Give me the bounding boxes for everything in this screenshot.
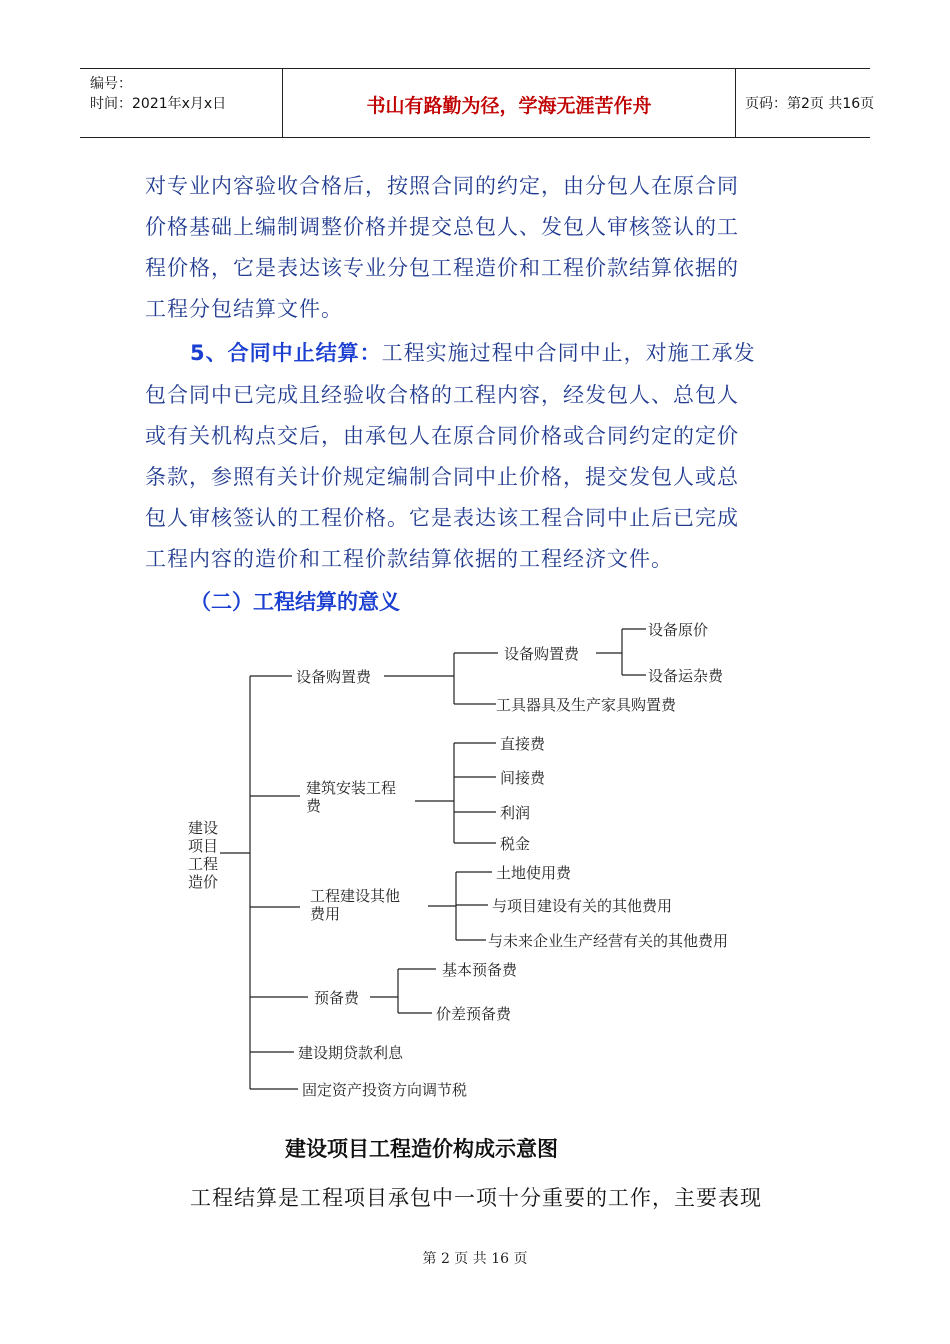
node-other-line2: 费用 <box>310 905 341 923</box>
page-footer: 第 2 页 共 16 页 <box>422 1251 528 1267</box>
node-equipment-sub: 设备购置费 <box>504 645 580 663</box>
node-construction-line2: 费 <box>306 797 322 815</box>
cost-structure-diagram <box>170 615 790 1105</box>
node-other-line1: 工程建设其他 <box>310 887 401 905</box>
node-equipment-transport: 设备运杂费 <box>648 667 724 685</box>
body-line: 包合同中已完成且经验收合格的工程内容，经发包人、总包人 <box>145 383 739 407</box>
node-loan-interest: 建设期贷款利息 <box>298 1044 404 1062</box>
body-line: 条款，参照有关计价规定编制合同中止价格，提交发包人或总 <box>145 465 739 489</box>
body-line: 对专业内容验收合格后，按照合同的约定，由分包人在原合同 <box>145 174 739 198</box>
header-left-cell <box>80 69 282 137</box>
node-construction-line1: 建筑安装工程 <box>306 779 397 797</box>
body-line <box>190 337 756 367</box>
node-basic-reserve: 基本预备费 <box>442 961 518 979</box>
time-label: 时间：2021年x月x日 <box>90 96 227 112</box>
body-line: 程价格，它是表达该专业分包工程造价和工程价款结算依据的 <box>145 256 739 280</box>
para-lead-term: 5、合同中止结算： <box>190 341 382 365</box>
node-tax: 税金 <box>500 835 531 853</box>
node-direct: 直接费 <box>500 735 546 753</box>
page-info: 页码：第2页 共16页 <box>745 96 875 112</box>
diagram-root-line: 项目 <box>188 837 219 855</box>
body-line: 工程内容的造价和工程价款结算依据的工程经济文件。 <box>145 547 673 571</box>
node-price-reserve: 价差预备费 <box>436 1005 512 1023</box>
node-project-related: 与项目建设有关的其他费用 <box>492 897 673 915</box>
body-line: 包人审核签认的工程价格。它是表达该工程合同中止后已完成 <box>145 506 739 530</box>
header-motto: 书山有路勤为径，学海无涯苦作舟 <box>366 95 652 117</box>
node-reserve: 预备费 <box>314 989 360 1007</box>
diagram-root-line: 造价 <box>188 873 219 891</box>
page-header <box>80 68 875 138</box>
node-land: 土地使用费 <box>496 864 572 882</box>
body-line: 工程分包结算文件。 <box>145 297 343 321</box>
node-equipment-original: 设备原价 <box>648 621 709 639</box>
node-tools: 工具器具及生产家具购置费 <box>496 696 677 714</box>
diagram-root-line: 建设 <box>188 819 219 837</box>
section-title: （二）工程结算的意义 <box>190 590 400 614</box>
diagram-caption: 建设项目工程造价构成示意图 <box>285 1137 558 1161</box>
header-right-cell <box>735 69 875 137</box>
header-mid-cell <box>282 69 736 137</box>
number-label: 编号： <box>90 76 132 92</box>
body-line: 价格基础上编制调整价格并提交总包人、发包人审核签认的工 <box>145 215 739 239</box>
node-equipment: 设备购置费 <box>296 668 372 686</box>
body-line: 或有关机构点交后，由承包人在原合同价格或合同约定的定价 <box>145 424 739 448</box>
para-lead-text: 工程实施过程中合同中止，对施工承发 <box>381 341 756 365</box>
node-tax-adjust: 固定资产投资方向调节税 <box>302 1081 468 1099</box>
body-line: 工程结算是工程项目承包中一项十分重要的工作，主要表现 <box>190 1186 762 1210</box>
node-future-related: 与未来企业生产经营有关的其他费用 <box>488 932 729 950</box>
node-indirect: 间接费 <box>500 769 546 787</box>
node-profit: 利润 <box>500 804 531 822</box>
diagram-root-line: 工程 <box>188 855 219 873</box>
